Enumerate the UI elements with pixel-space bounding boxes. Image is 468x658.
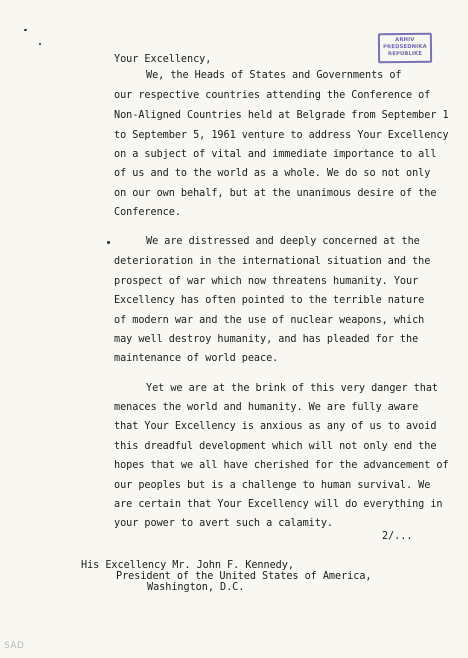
letter-line: are certain that Your Excellency will do everything in — [114, 499, 443, 510]
letter-line: our peoples but is a challenge to human survival. We — [114, 480, 431, 491]
ink-speck — [39, 43, 41, 45]
letter-line: your power to avert such a calamity. — [114, 518, 334, 529]
letter-line: this dreadful development which will not only end the — [114, 441, 437, 452]
letter-line: of us and to the world as a whole. We do so not only — [114, 168, 431, 179]
letter-line: We are distressed and deeply concerned at the — [146, 236, 420, 247]
letter-line: hopes that we all have cherished for the advancement of — [114, 460, 449, 471]
address-line: President of the United States of America, — [116, 571, 372, 582]
letter-line: of modern war and the use of nuclear weapons, which — [114, 315, 425, 326]
letter-line: prospect of war which now threatens humanity. Your — [114, 276, 419, 287]
archive-stamp — [378, 33, 432, 64]
letter-line: Yet we are at the brink of this very danger that — [146, 383, 439, 394]
ink-speck — [24, 29, 27, 31]
letter-line: on our own behalf, but at the unanimous desire of the — [114, 188, 437, 199]
stamp-line: ARHIV — [395, 36, 415, 44]
page-marker: 2/... — [382, 531, 413, 542]
letter-line: Excellency has often pointed to the terrible nature — [114, 295, 425, 306]
letter-line: to September 5, 1961 venture to address Your Excellency — [114, 130, 449, 141]
letter-line: on a subject of vital and immediate importance to all — [114, 149, 437, 160]
ink-speck — [107, 241, 110, 244]
letter-line: Non-Aligned Countries held at Belgrade from September 1 — [114, 110, 449, 121]
salutation: Your Excellency, — [114, 54, 212, 65]
letter-line: that Your Excellency is anxious as any of us to avoid — [114, 421, 437, 432]
letter-line: Conference. — [114, 207, 181, 218]
address-line: Washington, D.C. — [147, 582, 245, 593]
letter-line: deterioration in the international situation and the — [114, 256, 431, 267]
letter-line: menaces the world and humanity. We are fully aware — [114, 402, 419, 413]
stamp-line: REPUBLIKE — [387, 50, 423, 58]
archive-mark: SAD — [4, 641, 25, 651]
stamp-line: PREDSEDNIKA — [383, 43, 427, 51]
letter-line: our respective countries attending the Conference of — [114, 90, 431, 101]
letter-line: We, the Heads of States and Governments of — [146, 70, 402, 81]
letter-line: may well destroy humanity, and has pleaded for the — [114, 334, 419, 345]
address-line: His Excellency Mr. John F. Kennedy, — [81, 560, 294, 571]
letter-line: maintenance of world peace. — [114, 353, 279, 364]
